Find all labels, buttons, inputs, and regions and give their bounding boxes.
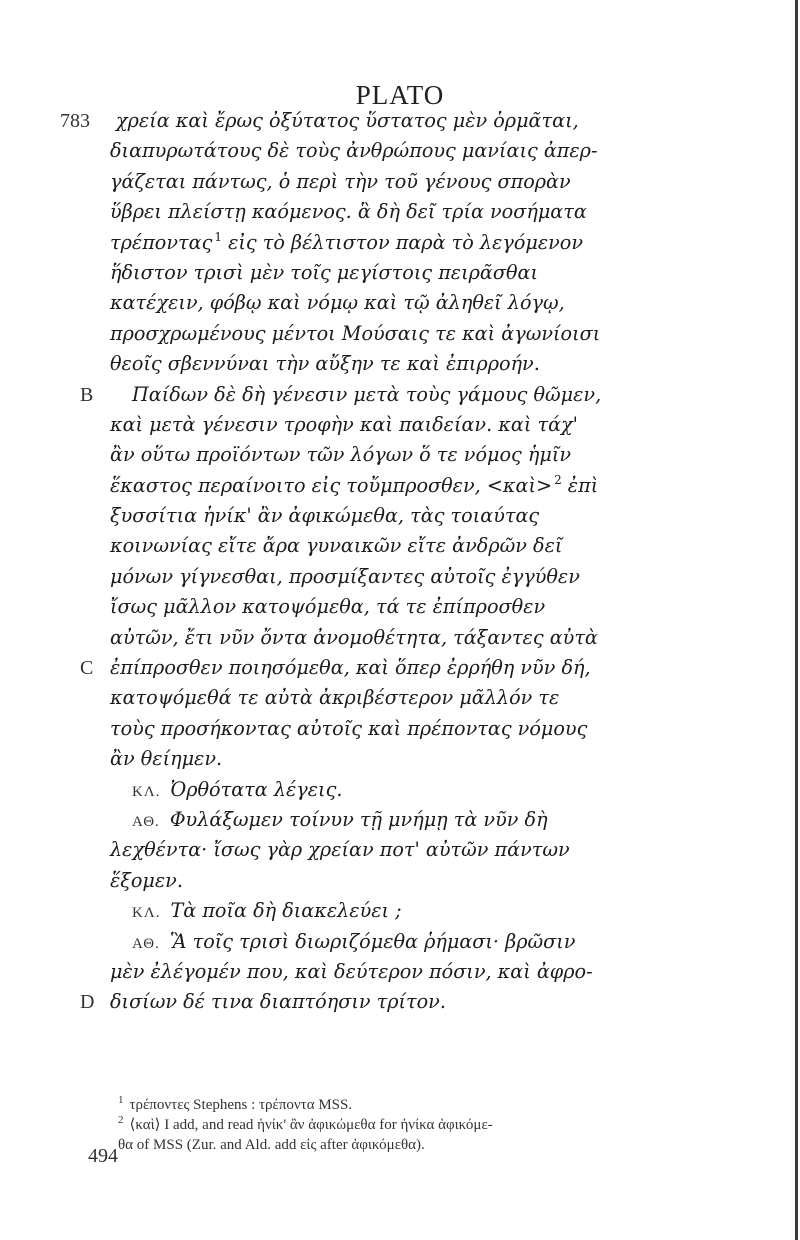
line-text: θεοῖς σβεννύναι τὴν αὔξην τε καὶ ἐπιρροήν. <box>110 352 540 376</box>
line-text: δισίων δέ τινα διαπτόησιν τρίτον. <box>110 990 446 1014</box>
text-line <box>110 805 722 835</box>
footnote-text: τρέποντες Stephens : τρέποντα MSS. <box>129 1097 353 1113</box>
footnote-text: ⟨καὶ⟩ I add, and read ἡνίκ' ἂν ἀφικώμεθα for ἡνίκα ἀφικόμε- <box>129 1117 493 1133</box>
line-text: ἂν οὕτω προϊόντων τῶν λόγων ὅ τε νόμος ἡμῖν <box>110 443 572 467</box>
line-text: Ὀρθότατα λέγεις. <box>170 777 343 801</box>
line-text: καὶ μετὰ γένεσιν τροφὴν καὶ παιδείαν. καὶ τάχ' <box>110 412 578 436</box>
page-number: 494 <box>88 1145 118 1167</box>
text-line <box>110 319 722 349</box>
line-text: ξυσσίτια ἡνίκ' ἂν ἀφικώμεθα, τὰς τοιαύτας <box>110 504 540 528</box>
footnote-marker: 2 <box>554 473 562 488</box>
text-line <box>110 349 722 379</box>
text-line <box>110 896 722 926</box>
text-line <box>60 106 722 136</box>
line-text: Ἃ τοῖς τρισὶ διωριζόμεθα ῥήμασι· βρῶσιν <box>169 929 576 953</box>
text-line <box>110 136 722 166</box>
text-line <box>110 562 722 592</box>
text-line <box>110 228 722 258</box>
speaker-label: ΚΛ. <box>132 783 161 800</box>
footnote <box>118 1115 728 1135</box>
line-text: διαπυρωτάτους δὲ τοὺς ἀνθρώπους μανίαις ἀπερ- <box>110 139 598 163</box>
margin-reference: D <box>80 991 95 1014</box>
text-line <box>110 167 722 197</box>
line-text: Τὰ ποῖα δὴ διακελεύει ; <box>170 899 402 923</box>
line-text-rest: εἰς τὸ βέλτιστον παρὰ τὸ λεγόμενον <box>221 230 584 254</box>
line-text: Φυλάξωμεν τοίνυν τῇ μνήμῃ τὰ νῦν δὴ <box>169 807 548 831</box>
text-line <box>110 197 722 227</box>
speaker-label: ΑΘ. <box>132 935 160 952</box>
text-line <box>110 531 722 561</box>
text-line <box>110 288 722 318</box>
text-line <box>110 440 722 470</box>
footnote <box>118 1095 728 1115</box>
text-line <box>80 987 722 1017</box>
text-line <box>110 410 722 440</box>
speaker-label: ΑΘ. <box>132 813 160 830</box>
text-line <box>110 835 722 865</box>
line-text: ἕκαστος περαίνοιτο εἰς τοὔμπροσθεν, <καὶ> <box>110 473 553 497</box>
footnote-marker: 1 <box>214 230 222 245</box>
margin-reference: 783 <box>60 110 90 132</box>
page-edge <box>795 0 798 1240</box>
line-text: γάζεται πάντως, ὁ περὶ τὴν τοῦ γένους σπορὰν <box>110 169 571 193</box>
line-text: ἥδιστον τρισὶ μὲν τοῖς μεγίστοις πειρᾶσθαι <box>110 260 538 284</box>
line-text: αὐτῶν, ἔτι νῦν ὄντα ἀνομοθέτητα, τάξαντες αὐτὰ <box>110 625 598 649</box>
line-text: ἕξομεν. <box>110 868 183 892</box>
running-head: PLATO <box>355 80 445 110</box>
margin-reference: B <box>80 383 94 406</box>
line-text: τοὺς προσήκοντας αὐτοῖς καὶ πρέποντας νόμους <box>110 716 588 740</box>
footnote-continuation: θα of MSS (Zur. and Ald. add εἰς after ἀφικόμεθα). <box>118 1137 425 1153</box>
line-text: ὕβρει πλείστῃ καόμενος. ἃ δὴ δεῖ τρία νοσήματα <box>110 200 587 224</box>
text-line <box>110 623 722 653</box>
line-text: μόνων γίγνεσθαι, προσμίξαντες αὐτοῖς ἐγγύθεν <box>110 564 580 588</box>
speaker-label: ΚΛ. <box>132 905 161 922</box>
line-text: τρέποντας <box>110 230 213 254</box>
line-text: κατοψόμεθά τε αὐτὰ ἀκριβέστερον μᾶλλόν τε <box>110 686 560 710</box>
footnote-number: 1 <box>118 1094 124 1106</box>
text-line <box>110 501 722 531</box>
text-line <box>110 957 722 987</box>
line-text: κοινωνίας εἴτε ἄρα γυναικῶν εἴτε ἀνδρῶν δεῖ <box>110 534 563 558</box>
line-text: μὲν ἐλέγομέν που, καὶ δεύτερον πόσιν, καὶ ἀφρο- <box>110 959 593 983</box>
footnote-number: 2 <box>118 1114 124 1126</box>
line-text: ἐπίπροσθεν ποιησόμεθα, καὶ ὅπερ ἐρρήθη νῦν δή, <box>110 656 591 680</box>
text-line <box>110 775 722 805</box>
text-line <box>110 258 722 288</box>
line-text-rest: ἐπὶ <box>561 473 599 497</box>
greek-text-block <box>60 106 722 1018</box>
text-line <box>80 380 722 410</box>
text-line <box>110 714 722 744</box>
line-text: λεχθέντα· ἴσως γὰρ χρείαν ποτ' αὐτῶν πάντων <box>110 838 570 862</box>
text-line <box>110 744 722 774</box>
line-text: προσχρωμένους μέντοι Μούσαις τε καὶ ἀγωνίοισι <box>110 321 601 345</box>
text-line <box>110 592 722 622</box>
line-text: κατέχειν, φόβῳ καὶ νόμῳ καὶ τῷ ἀληθεῖ λόγῳ, <box>110 291 565 315</box>
text-line <box>110 683 722 713</box>
line-text: ἴσως μᾶλλον κατοψόμεθα, τά τε ἐπίπροσθεν <box>110 595 546 619</box>
margin-reference: C <box>80 657 94 680</box>
text-line <box>110 866 722 896</box>
footnotes <box>118 1095 728 1155</box>
line-text: χρεία καὶ ἔρως ὀξύτατος ὕστατος μὲν ὁρμᾶται, <box>116 109 579 132</box>
text-line <box>80 653 722 683</box>
line-text: ἂν θείημεν. <box>110 747 223 771</box>
text-line <box>110 927 722 957</box>
text-line <box>110 471 722 501</box>
line-text: Παίδων δὲ δὴ γένεσιν μετὰ τοὺς γάμους θῶμεν, <box>132 382 602 406</box>
